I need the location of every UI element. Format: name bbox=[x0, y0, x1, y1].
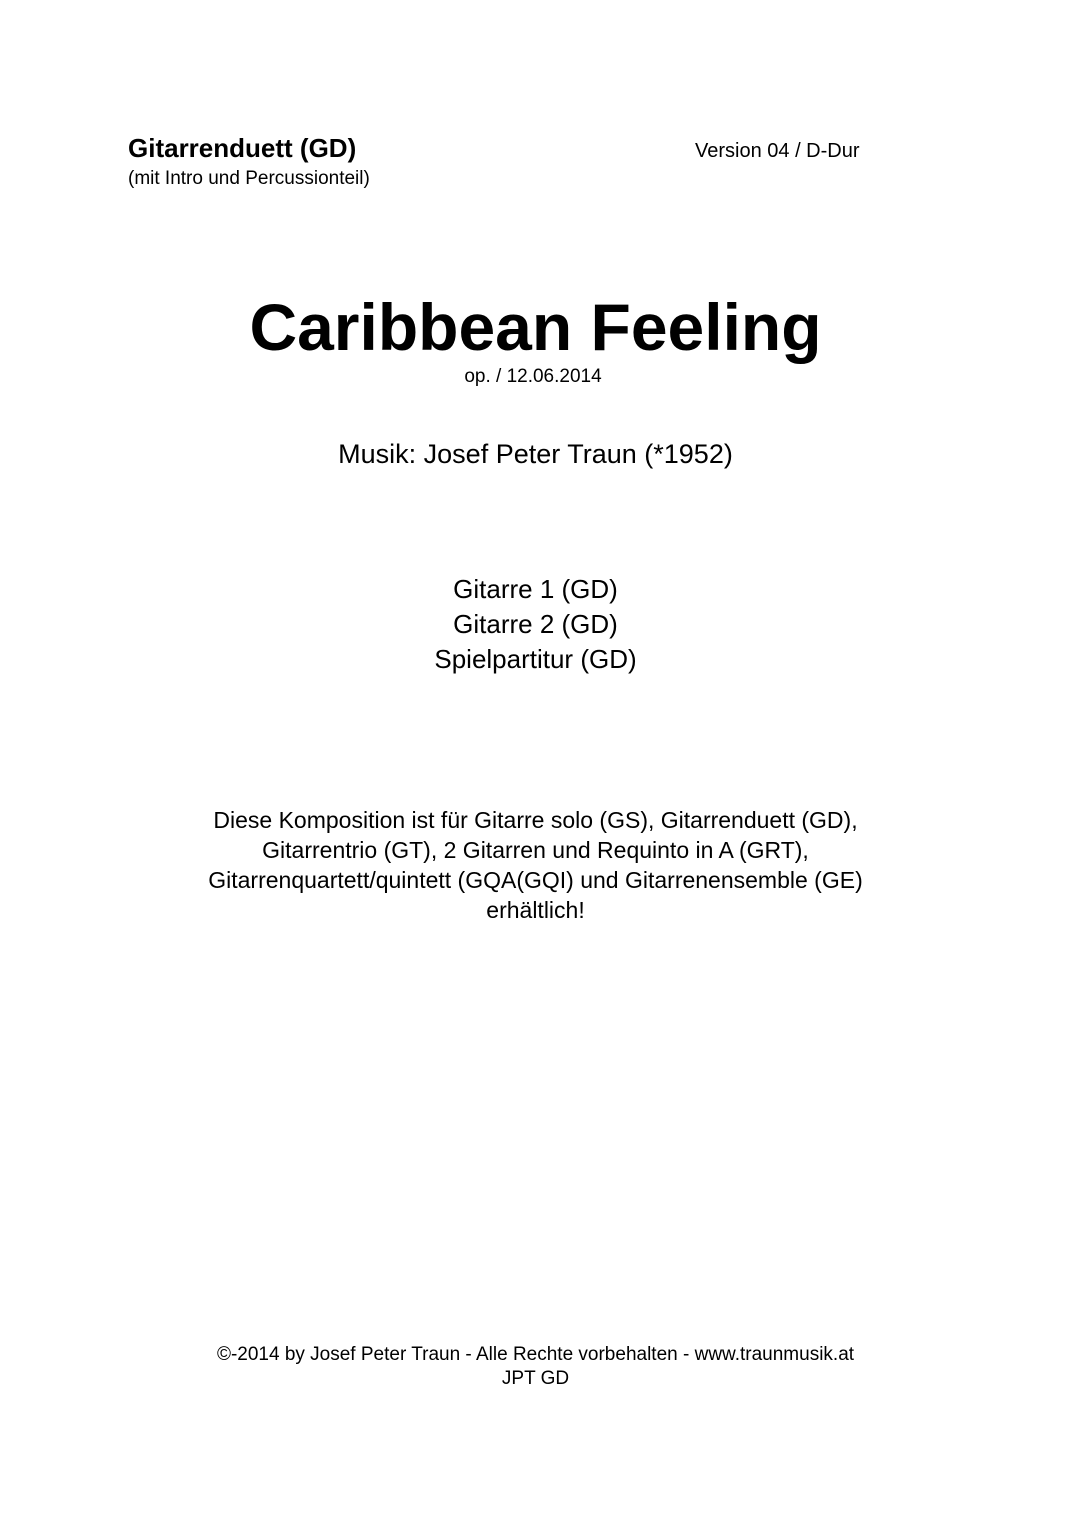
version-label: Version 04 / D-Dur bbox=[695, 140, 860, 162]
part-item: Gitarre 1 (GD) bbox=[453, 574, 618, 604]
availability-line: erhältlich! bbox=[486, 897, 585, 923]
part-item: Gitarre 2 (GD) bbox=[453, 609, 618, 639]
availability-line: Diese Komposition ist für Gitarre solo (GS), Gitarrenduett (GD), bbox=[213, 807, 858, 833]
availability-line: Gitarrenquartett/quintett (GQA(GQI) und Gitarrenensemble (GE) bbox=[208, 867, 863, 893]
availability-line: Gitarrentrio (GT), 2 Gitarren und Requinto in A (GRT), bbox=[262, 837, 809, 863]
part-item: Spielpartitur (GD) bbox=[434, 644, 637, 674]
parts-list bbox=[0, 572, 1071, 677]
composer-credit: Musik: Josef Peter Traun (*1952) bbox=[338, 439, 733, 469]
ensemble-heading: Gitarrenduett (GD) bbox=[128, 133, 357, 163]
ensemble-subheading: (mit Intro und Percussionteil) bbox=[128, 168, 370, 189]
footer bbox=[0, 1343, 1071, 1391]
opus-date: op. / 12.06.2014 bbox=[464, 366, 602, 387]
availability-note bbox=[0, 805, 1071, 925]
work-title: Caribbean Feeling bbox=[249, 290, 822, 364]
copyright-notice: ©-2014 by Josef Peter Traun - Alle Rechte vorbehalten - www.traunmusik.at bbox=[216, 1344, 855, 1365]
catalog-code: JPT GD bbox=[501, 1368, 570, 1389]
